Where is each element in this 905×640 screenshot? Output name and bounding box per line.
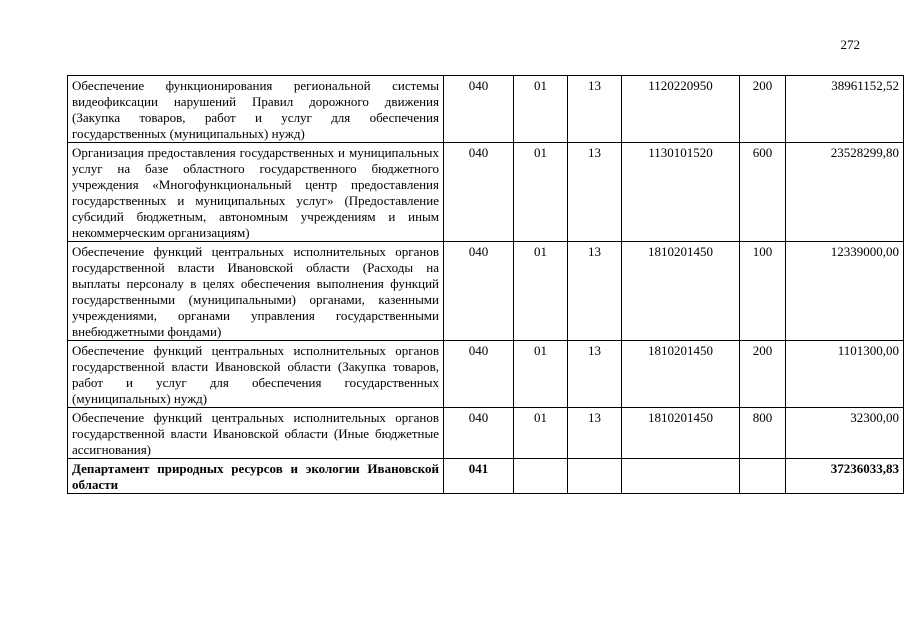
expense-type-code: 800 bbox=[740, 408, 786, 459]
ministry-code: 040 bbox=[444, 76, 514, 143]
row-name: Обеспечение функций центральных исполнительных органов государственной власти Ивановской области (Расходы на выплаты персоналу в целях обеспечения выполнения функций государственными (муниципальными) органами, казенными учреждениями, органами управления государственными внебюджетными фондами) bbox=[68, 242, 444, 341]
row-name: Обеспечение функций центральных исполнительных органов государственной власти Ивановской области (Иные бюджетные ассигнования) bbox=[68, 408, 444, 459]
target-article-code: 1810201450 bbox=[622, 341, 740, 408]
ministry-code: 040 bbox=[444, 341, 514, 408]
target-article-code bbox=[622, 459, 740, 494]
section-code: 01 bbox=[514, 242, 568, 341]
target-article-code: 1810201450 bbox=[622, 408, 740, 459]
ministry-code: 041 bbox=[444, 459, 514, 494]
expense-type-code bbox=[740, 459, 786, 494]
amount: 32300,00 bbox=[786, 408, 904, 459]
amount: 37236033,83 bbox=[786, 459, 904, 494]
expense-type-code: 600 bbox=[740, 143, 786, 242]
subsection-code: 13 bbox=[568, 143, 622, 242]
table-row-department-total bbox=[68, 459, 904, 494]
subsection-code: 13 bbox=[568, 76, 622, 143]
budget-table bbox=[67, 75, 904, 494]
table-row bbox=[68, 408, 904, 459]
target-article-code: 1120220950 bbox=[622, 76, 740, 143]
ministry-code: 040 bbox=[444, 408, 514, 459]
subsection-code: 13 bbox=[568, 341, 622, 408]
target-article-code: 1130101520 bbox=[622, 143, 740, 242]
row-name: Департамент природных ресурсов и экологии Ивановской области bbox=[68, 459, 444, 494]
section-code bbox=[514, 459, 568, 494]
ministry-code: 040 bbox=[444, 242, 514, 341]
row-name: Организация предоставления государственных и муниципальных услуг на базе областного государственного бюджетного учреждения «Многофункциональный центр предоставления государственных и муниципальных услуг» (Предоставление субсидий бюджетным, автономным учреждениям и иным некоммерческим организациям) bbox=[68, 143, 444, 242]
expense-type-code: 200 bbox=[740, 76, 786, 143]
subsection-code: 13 bbox=[568, 408, 622, 459]
table-row bbox=[68, 242, 904, 341]
subsection-code bbox=[568, 459, 622, 494]
expense-type-code: 100 bbox=[740, 242, 786, 341]
amount: 23528299,80 bbox=[786, 143, 904, 242]
amount: 1101300,00 bbox=[786, 341, 904, 408]
section-code: 01 bbox=[514, 76, 568, 143]
section-code: 01 bbox=[514, 143, 568, 242]
section-code: 01 bbox=[514, 408, 568, 459]
amount: 12339000,00 bbox=[786, 242, 904, 341]
table-row bbox=[68, 76, 904, 143]
target-article-code: 1810201450 bbox=[622, 242, 740, 341]
amount: 38961152,52 bbox=[786, 76, 904, 143]
table-row bbox=[68, 143, 904, 242]
page-number: 272 bbox=[840, 37, 860, 52]
ministry-code: 040 bbox=[444, 143, 514, 242]
section-code: 01 bbox=[514, 341, 568, 408]
row-name: Обеспечение функций центральных исполнительных органов государственной власти Ивановской области (Закупка товаров, работ и услуг для обеспечения государственных (муниципальных) нужд) bbox=[68, 341, 444, 408]
expense-type-code: 200 bbox=[740, 341, 786, 408]
row-name: Обеспечение функционирования региональной системы видеофиксации нарушений Правил дорожного движения (Закупка товаров, работ и услуг для обеспечения государственных (муниципальных) нужд) bbox=[68, 76, 444, 143]
table-row bbox=[68, 341, 904, 408]
subsection-code: 13 bbox=[568, 242, 622, 341]
